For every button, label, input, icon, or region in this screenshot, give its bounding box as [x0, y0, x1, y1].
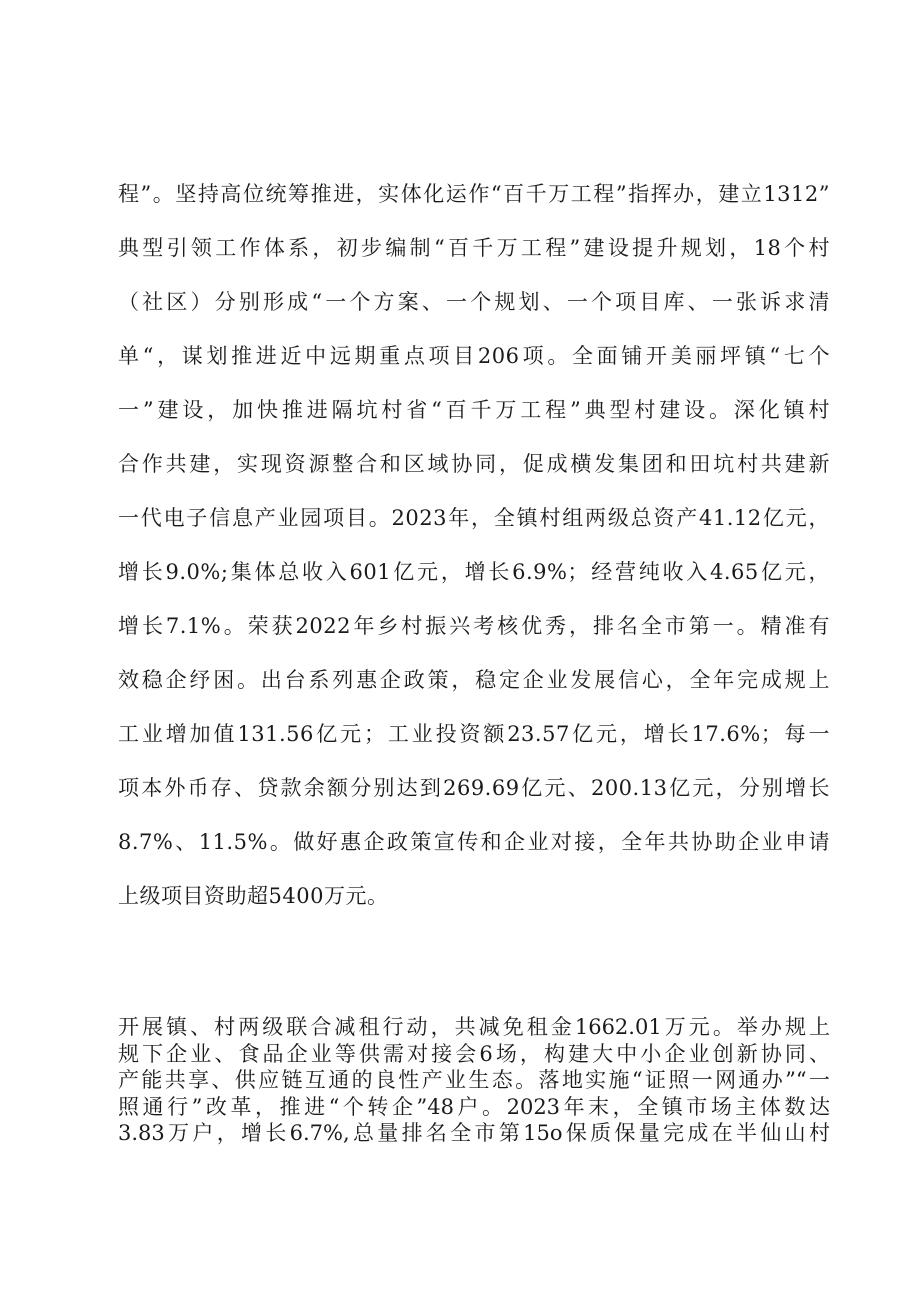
main-paragraph — [118, 167, 830, 923]
text-line: 规下企业、食品企业等供需对接会6场，构建大中小企业创新协同、 — [118, 1041, 830, 1066]
text-line: 产能共享、供应链互通的良性产业生态。落地实施“证照一网通办”“一 — [118, 1068, 830, 1092]
text-line: 工业增加值131.56亿元；工业投资额23.57亿元，增长17.6%；每一 — [118, 722, 830, 746]
text-line: 合作共建，实现资源整合和区域协同，促成横发集团和田坑村共建新 — [118, 452, 830, 476]
second-paragraph — [118, 1014, 830, 1147]
text-line: 程”。坚持高位统筹推进，实体化运作“百千万工程”指挥办，建立1312” — [118, 182, 830, 206]
text-line: 增长7.1%。荣获2022年乡村振兴考核优秀，排名全市第一。精准有 — [118, 614, 830, 638]
text-line: 一”建设，加快推进隔坑村省“百千万工程”典型村建设。深化镇村 — [118, 398, 830, 422]
text-line: 典型引领工作体系，初步编制“百千万工程”建设提升规划，18个村 — [118, 236, 830, 260]
text-line: 3.83万户，增长6.7%,总量排名全市第15o保质保量完成在半仙山村 — [118, 1121, 830, 1145]
text-line: 单“，谋划推进近中远期重点项目206项。全面铺开美丽坪镇“七个 — [118, 344, 830, 368]
text-line: 8.7%、11.5%。做好惠企政策宣传和企业对接，全年共协助企业申请 — [118, 830, 830, 854]
text-line: 一代电子信息产业园项目。2023年，全镇村组两级总资产41.12亿元， — [118, 506, 830, 530]
text-line: 上级项目资助超5400万元。 — [118, 884, 389, 908]
text-line: 照通行”改革，推进“个转企”48户。2023年末，全镇市场主体数达 — [118, 1094, 830, 1119]
text-line: 增长9.0%;集体总收入601亿元，增长6.9%；经营纯收入4.65亿元， — [118, 560, 830, 584]
text-line: 项本外币存、贷款余额分别达到269.69亿元、200.13亿元，分别增长 — [118, 776, 830, 800]
text-line: 开展镇、村两级联合减租行动，共减免租金1662.01万元。举办规上 — [118, 1015, 830, 1039]
text-line: 效稳企纾困。出台系列惠企政策，稳定企业发展信心，全年完成规上 — [118, 668, 830, 692]
text-line: （社区）分别形成“一个方案、一个规划、一个项目库、一张诉求清 — [118, 290, 830, 314]
